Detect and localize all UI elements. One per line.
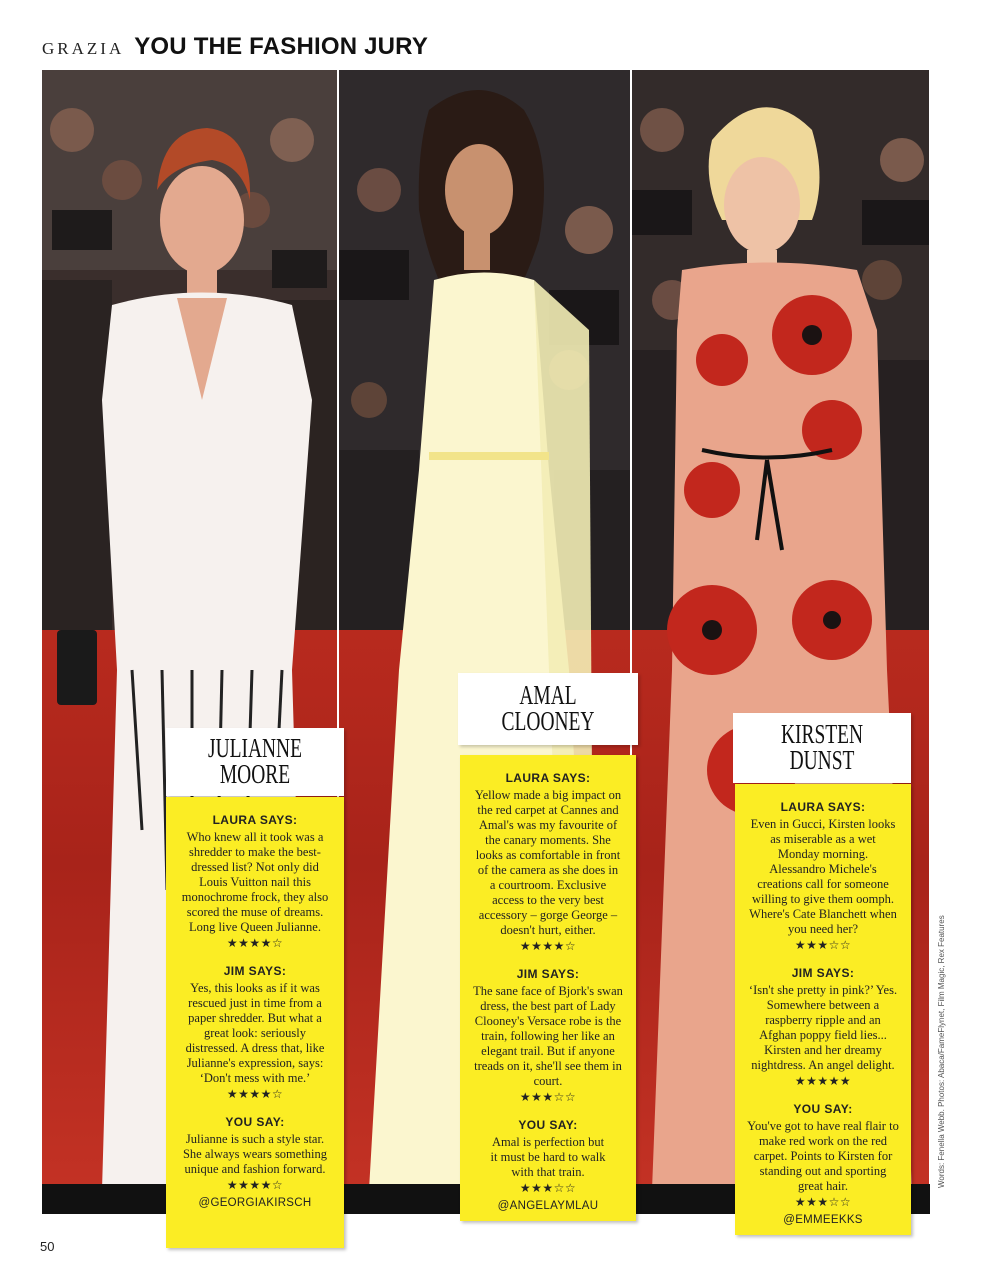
verdict-card-amal-clooney	[460, 755, 636, 1221]
you-star-rating: ★★★☆☆	[519, 1181, 577, 1195]
laura-says-text: Yellow made a big impact on the red carpet at Cannes and Amal's was my favourite of the canary moments. She looks as comfortable in front of the camera as she does in a courtroom. Exclusive access to the very best accessory – gorge George – doesn't hurt, either.	[474, 788, 622, 937]
jim-star-rating: ★★★★★	[794, 1074, 852, 1088]
laura-says-text: Even in Gucci, Kirsten looks as miserable as a wet Monday morning. Alessandro Michele's creations call for someone willing to give them oomph. Where's Cate Blanchett when you need her?	[749, 817, 897, 936]
reader-handle: @EMMEEKKS	[783, 1214, 863, 1226]
laura-says-label: LAURA SAYS:	[505, 771, 591, 785]
laura-star-rating: ★★★★☆	[226, 936, 284, 950]
name-line-1: AMAL	[519, 680, 577, 710]
verdict-card-julianne-moore	[166, 797, 344, 1248]
name-line-1: KIRSTEN	[780, 719, 864, 749]
name-line-2: MOORE	[219, 759, 291, 789]
page-header	[42, 33, 428, 61]
page-number: 50	[40, 1239, 55, 1254]
jim-star-rating: ★★★★☆	[226, 1087, 284, 1101]
name-card-amal-clooney	[458, 673, 638, 745]
section-title: YOU THE FASHION JURY	[134, 33, 429, 60]
you-say-label: YOU SAY:	[518, 1118, 578, 1132]
you-say-label: YOU SAY:	[225, 1115, 285, 1129]
jim-says-text: The sane face of Bjork's swan dress, the best part of Lady Clooney's Versace robe is the train, following her like an elegant trail. But if anyone treads on it, she'll see them in court.	[473, 984, 623, 1088]
you-star-rating: ★★★★☆	[226, 1178, 284, 1192]
jim-says-label: JIM SAYS:	[791, 966, 855, 980]
magazine-brand: GRAZIA	[42, 39, 125, 58]
jim-says-label: JIM SAYS:	[223, 964, 287, 978]
name-line-2: DUNST	[789, 745, 855, 775]
reader-handle: @GEORGIAKIRSCH	[198, 1197, 312, 1209]
name-card-julianne-moore	[166, 728, 344, 796]
reader-handle: @ANGELAYMLAU	[497, 1200, 599, 1212]
laura-star-rating: ★★★★☆	[519, 939, 577, 953]
jim-star-rating: ★★★☆☆	[519, 1090, 577, 1104]
you-star-rating: ★★★☆☆	[794, 1195, 852, 1209]
jim-says-text: Yes, this looks as if it was rescued just in time from a paper shredder. But what a great look: seriously distressed. A dress that, like Julianne's expression, says: ‘Don't mess with me.’	[185, 981, 325, 1085]
jim-says-text: ‘Isn't she pretty in pink?’ Yes. Somewhere between a raspberry ripple and an Afghan poppy field lies... Kirsten and her dreamy nightdress. An angel delight.	[748, 983, 898, 1072]
verdict-card-kirsten-dunst	[735, 784, 911, 1235]
laura-says-text: Who knew all it took was a shredder to make the best-dressed list? Not only did Louis Vuitton nail this monochrome frock, they also scored the muse of dreams. Long live Queen Julianne.	[181, 830, 329, 934]
laura-says-label: LAURA SAYS:	[212, 813, 298, 827]
jim-says-label: JIM SAYS:	[516, 967, 580, 981]
laura-says-label: LAURA SAYS:	[780, 800, 866, 814]
you-say-text: You've got to have real flair to make red work on the red carpet. Points to Kirsten for standing out and sporting great hair.	[747, 1119, 899, 1193]
name-line-2: CLOONEY	[501, 706, 595, 736]
you-say-text: Amal is perfection but it must be hard to walk with that train.	[490, 1135, 606, 1179]
name-card-kirsten-dunst	[733, 713, 911, 783]
laura-star-rating: ★★★☆☆	[794, 938, 852, 952]
name-line-1: JULIANNE	[208, 733, 302, 763]
you-say-label: YOU SAY:	[793, 1102, 853, 1116]
you-say-text: Julianne is such a style star. She always wears something unique and fashion forward.	[182, 1132, 328, 1176]
photo-credits: Words: Fenella Webb. Photos: Abaca/FameFlynet, Film Magic, Rex Features	[937, 915, 946, 1188]
